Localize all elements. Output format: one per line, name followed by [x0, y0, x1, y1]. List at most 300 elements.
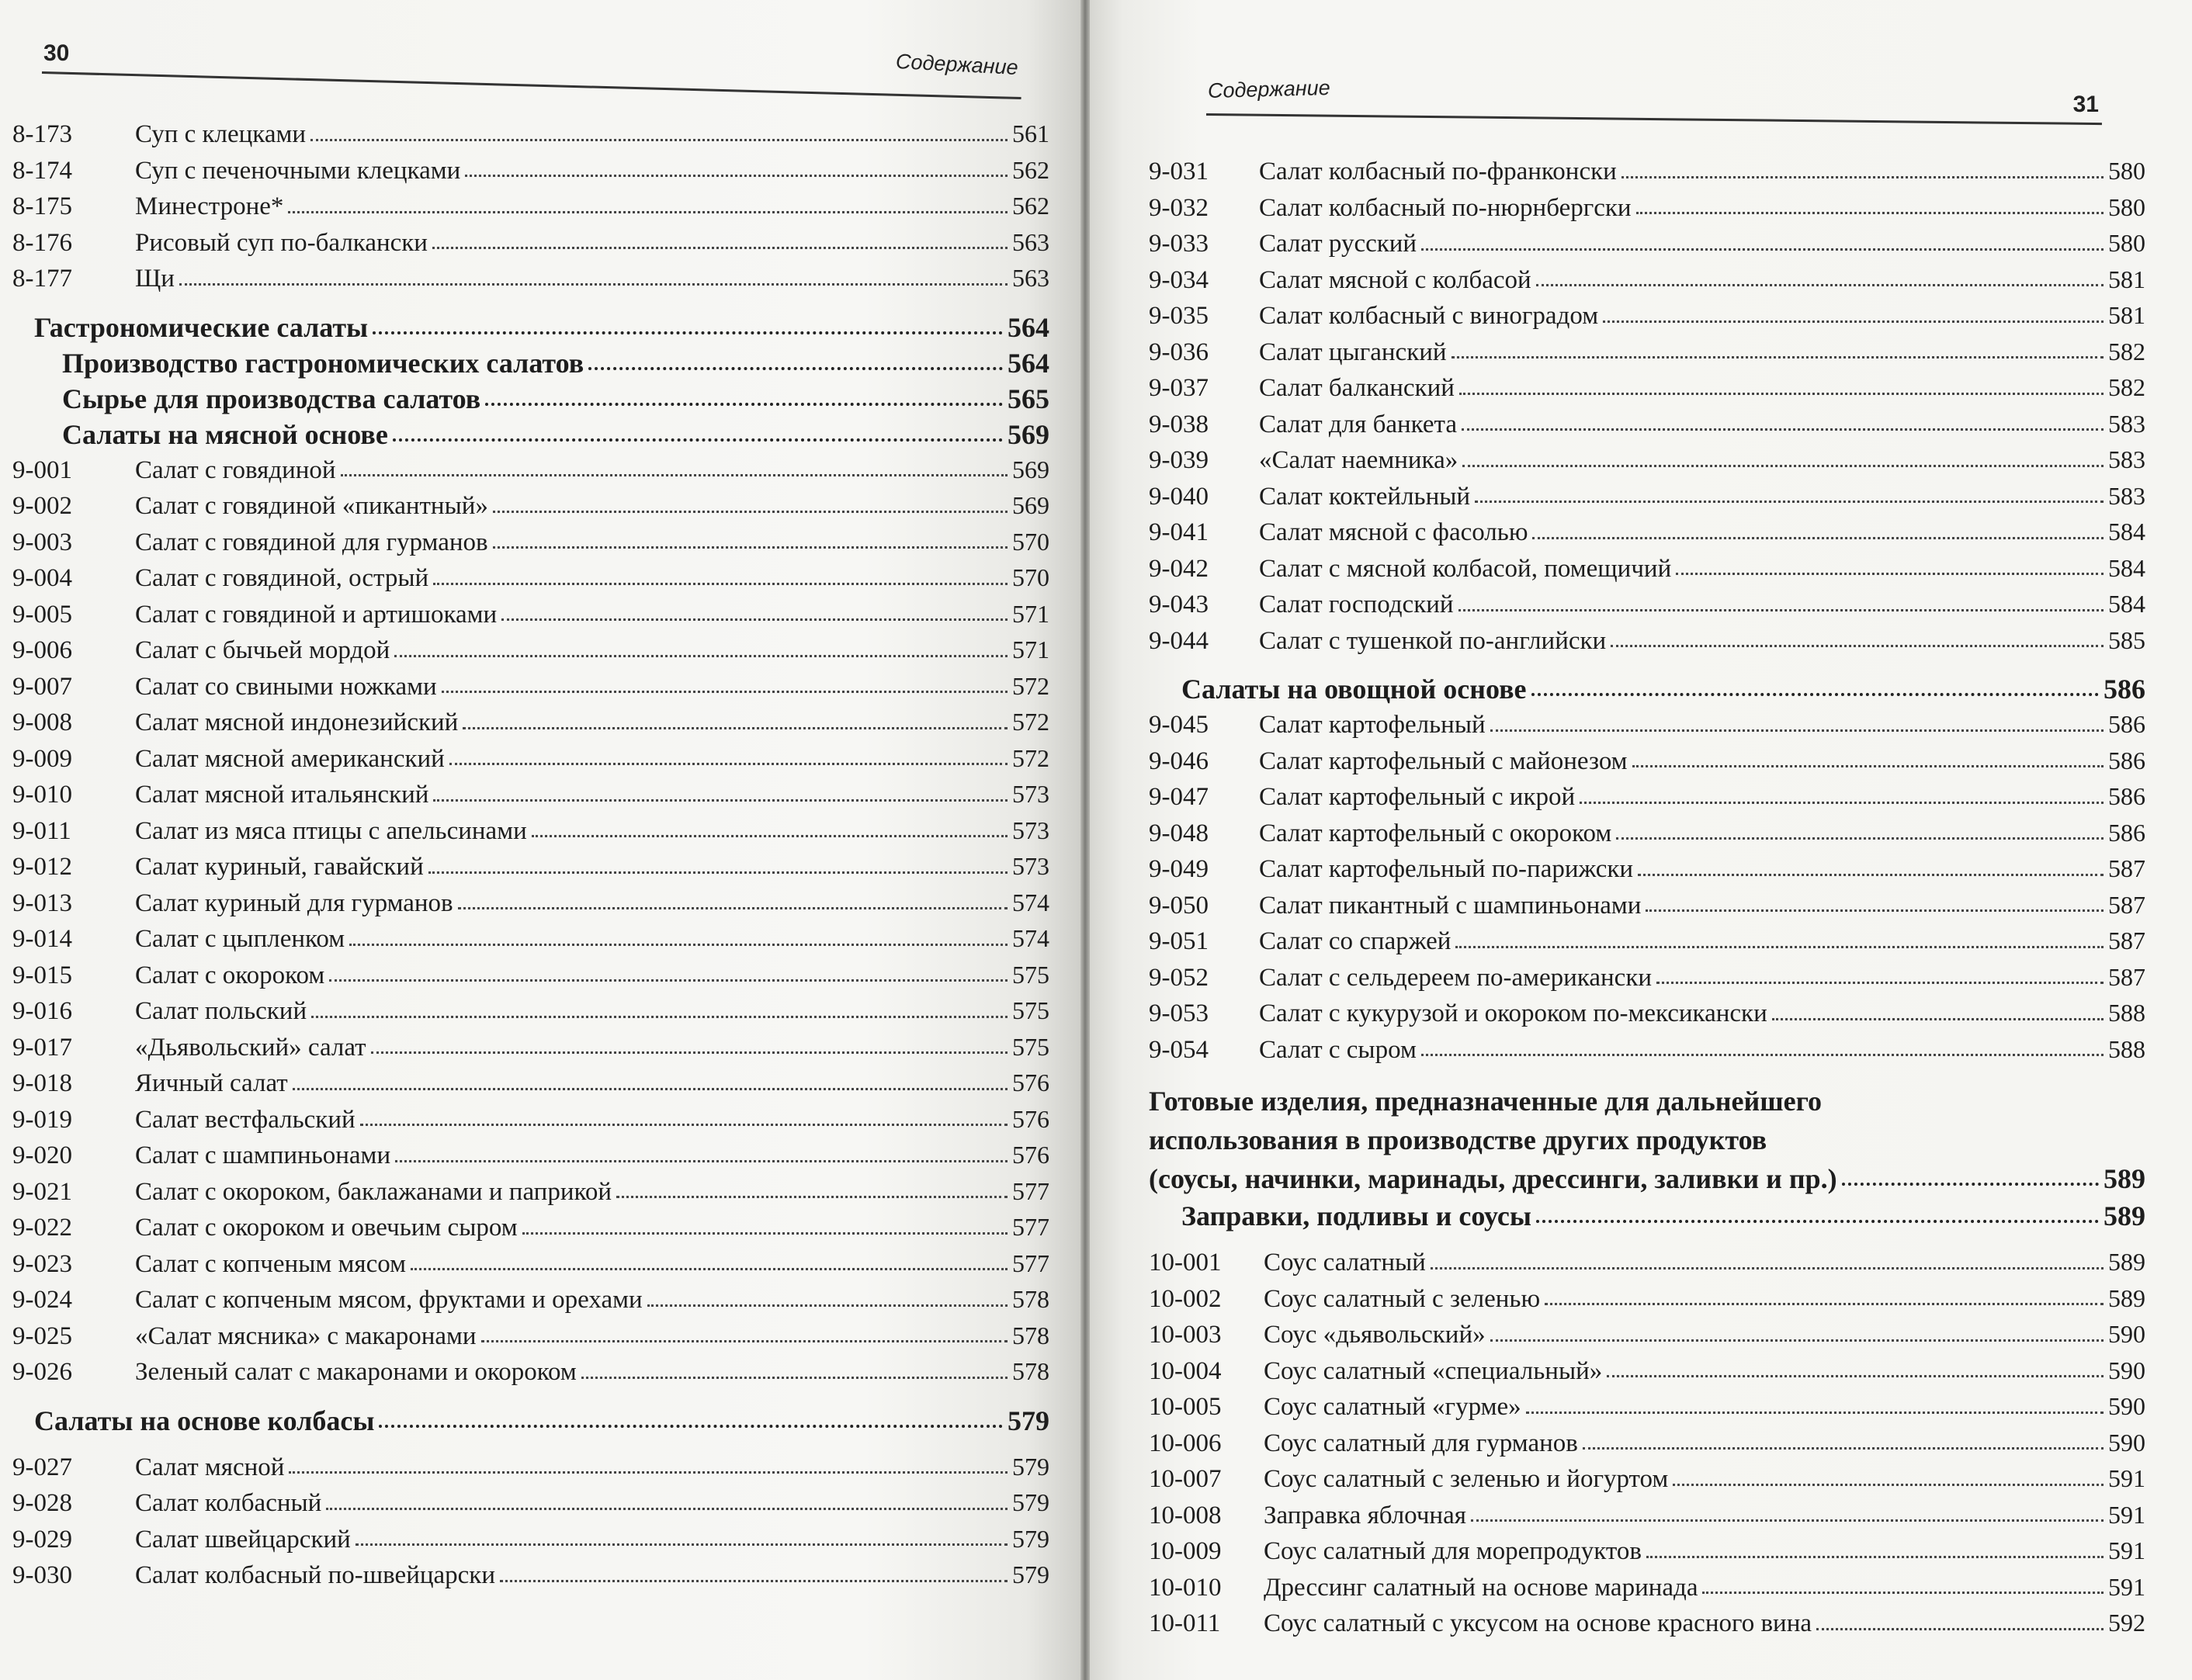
dot-leader	[1536, 1220, 2099, 1223]
dot-leader	[1632, 765, 2104, 767]
entry-title: Салат швейцарский	[135, 1525, 351, 1554]
dot-leader	[449, 763, 1008, 765]
dot-leader	[1536, 284, 2104, 286]
entry-title: Соус салатный для морепродуктов	[1264, 1537, 1642, 1565]
toc-entry	[1149, 1389, 2145, 1425]
section-title: Производство гастрономических салатов	[62, 347, 584, 379]
dot-leader	[311, 1016, 1008, 1018]
dot-leader	[356, 1543, 1008, 1546]
toc-entry	[1149, 514, 2145, 551]
recipe-code: 9-032	[1149, 193, 1209, 222]
toc-entry	[1149, 1353, 2145, 1390]
entry-title: Салат картофельный с майонезом	[1259, 746, 1628, 775]
entry-title: Салат мясной с фасолью	[1259, 518, 1528, 546]
dot-leader	[1702, 1592, 2104, 1594]
dot-leader	[485, 403, 1003, 406]
recipe-code: 8-176	[12, 228, 72, 257]
dot-leader	[326, 1508, 1008, 1510]
recipe-code: 9-031	[1149, 158, 1209, 185]
toc-entry	[1149, 1498, 2145, 1534]
page-ref: 565	[1008, 383, 1049, 414]
page-ref: 578	[1012, 1285, 1049, 1313]
toc-entry	[0, 632, 1049, 669]
entry-title: Салат коктейльный	[1259, 482, 1471, 511]
dot-leader	[394, 655, 1008, 657]
toc-entry	[0, 1210, 1049, 1246]
dot-leader	[463, 727, 1008, 729]
page-ref: 590	[2108, 1428, 2145, 1457]
dot-leader	[588, 367, 1003, 370]
dot-leader	[379, 1425, 1003, 1428]
recipe-code: 9-026	[12, 1358, 72, 1386]
toc-entry	[0, 921, 1049, 958]
page-ref: 588	[2108, 1034, 2145, 1063]
toc-entry	[0, 1282, 1049, 1318]
toc-entry	[0, 189, 1049, 225]
entry-title: Салат цыганский	[1259, 338, 1447, 366]
recipe-code: 8-173	[12, 120, 72, 148]
recipe-code: 9-045	[1149, 711, 1209, 739]
recipe-code: 9-004	[12, 564, 72, 592]
toc-entry	[1149, 370, 2145, 407]
toc-entry	[1149, 1245, 2145, 1281]
recipe-code: 9-039	[1149, 446, 1209, 474]
dot-leader	[1646, 909, 2104, 912]
page-ref: 582	[2108, 373, 2145, 401]
dot-leader	[428, 871, 1008, 874]
entry-title: Салат колбасный по-франконски	[1259, 158, 1617, 185]
toc-entry	[1149, 551, 2145, 587]
recipe-code: 9-016	[12, 997, 72, 1025]
recipe-code: 9-006	[12, 636, 72, 664]
recipe-code: 9-014	[12, 925, 72, 953]
toc-entry	[1149, 1606, 2145, 1642]
entry-title: Салат колбасный с виноградом	[1259, 302, 1599, 330]
dot-leader	[442, 691, 1008, 693]
dot-leader	[522, 1232, 1008, 1235]
dot-leader	[1646, 1556, 2104, 1558]
dot-leader	[1475, 501, 2104, 503]
page-ref: 563	[1012, 264, 1049, 292]
toc-list	[0, 85, 1049, 1594]
entry-title: Салат с говядиной	[135, 456, 336, 484]
page-ref: 563	[1012, 227, 1049, 256]
section-title: Салаты на мясной основе	[62, 418, 388, 450]
recipe-code: 9-041	[1149, 518, 1209, 546]
dot-leader	[1452, 356, 2104, 359]
toc-entry	[1149, 1032, 2145, 1069]
toc-entry	[1149, 479, 2145, 515]
toc-entry	[1149, 923, 2145, 960]
entry-title: Салат балканский	[1259, 374, 1455, 402]
toc-entry	[0, 452, 1049, 489]
dot-leader	[1490, 1339, 2104, 1342]
toc-entry	[1149, 1461, 2145, 1498]
page-ref: 589	[2108, 1283, 2145, 1312]
entry-title: Салат колбасный по-швейцарски	[135, 1561, 495, 1589]
subsection-heading	[1149, 1198, 2145, 1234]
dot-leader	[288, 211, 1008, 213]
dot-leader	[1673, 1484, 2104, 1486]
entry-title: «Дьявольский» салат	[135, 1033, 366, 1062]
page-ref: 579	[1012, 1488, 1049, 1516]
entry-title: Салат с мясной колбасой, помещичий	[1259, 554, 1672, 583]
entry-title: Соус салатный для гурманов	[1264, 1429, 1578, 1457]
dot-leader	[393, 438, 1003, 442]
page-ref: 570	[1012, 563, 1049, 591]
entry-title: Салат с говядиной, острый	[135, 564, 429, 592]
entry-title: Салат пикантный с шампиньонами	[1259, 891, 1642, 920]
page-number: 31	[2072, 92, 2099, 117]
dot-leader	[458, 907, 1008, 909]
dot-leader	[1616, 837, 2104, 840]
dot-leader	[360, 1124, 1008, 1126]
page-ref: 579	[1012, 1452, 1049, 1481]
page-ref: 562	[1012, 155, 1049, 184]
recipe-code: 9-027	[12, 1453, 72, 1481]
toc-entry	[0, 1102, 1049, 1138]
recipe-code: 9-040	[1149, 482, 1209, 511]
page-ref: 569	[1012, 455, 1049, 483]
subsection-heading	[1149, 671, 2145, 707]
dot-leader	[1421, 1054, 2104, 1056]
recipe-code: 9-021	[12, 1177, 72, 1206]
dot-leader	[1462, 428, 2104, 431]
dot-leader	[349, 944, 1008, 946]
page-ref: 575	[1012, 996, 1049, 1024]
page-ref: 579	[1008, 1405, 1049, 1436]
recipe-code: 9-028	[12, 1489, 72, 1517]
entry-title: Салат с говядиной «пикантный»	[135, 492, 488, 520]
page-ref: 579	[1012, 1560, 1049, 1588]
recipe-code: 9-025	[12, 1321, 72, 1350]
toc-entry	[1149, 1281, 2145, 1318]
page-ref: 586	[2108, 746, 2145, 774]
entry-title: Салат с окороком, баклажанами и паприкой	[135, 1177, 612, 1206]
recipe-code: 9-054	[1149, 1035, 1209, 1064]
recipe-code: 9-052	[1149, 963, 1209, 992]
recipe-code: 9-009	[12, 744, 72, 773]
entry-title: Салат с сыром	[1259, 1035, 1417, 1064]
dot-leader	[289, 1471, 1008, 1474]
page-ref: 590	[2108, 1392, 2145, 1420]
recipe-code: 10-007	[1149, 1465, 1222, 1493]
page-ref: 571	[1012, 636, 1049, 663]
page-ref: 573	[1012, 852, 1049, 880]
recipe-code: 10-002	[1149, 1284, 1222, 1313]
dot-leader	[581, 1377, 1008, 1379]
recipe-code: 9-037	[1149, 374, 1209, 402]
recipe-code: 9-034	[1149, 265, 1209, 294]
entry-title: Салат картофельный с икрой	[1259, 783, 1576, 811]
toc-entry	[0, 993, 1049, 1030]
entry-title: Салат колбасный по-нюрнбергски	[1259, 193, 1632, 222]
page-ref: 583	[2108, 445, 2145, 473]
recipe-code: 9-047	[1149, 783, 1209, 811]
page-ref: 589	[2104, 1200, 2145, 1231]
dot-leader	[500, 1580, 1008, 1582]
page-ref: 564	[1008, 311, 1049, 343]
entry-title: Салат мясной итальянский	[135, 781, 429, 809]
running-head-title: Содержание	[1207, 75, 1331, 103]
dot-leader	[329, 979, 1008, 982]
toc-list	[1149, 85, 2145, 1642]
page-ref: 591	[2108, 1464, 2145, 1492]
toc-entry	[0, 153, 1049, 189]
toc-entry	[0, 849, 1049, 885]
section-title-last-line	[1149, 1159, 2145, 1198]
entry-title: Салат русский	[1259, 230, 1417, 258]
entry-title: Салат с окороком	[135, 961, 325, 989]
toc-entry	[1149, 816, 2145, 852]
toc-entry	[1149, 623, 2145, 660]
dot-leader	[493, 546, 1008, 549]
dot-leader	[1526, 1412, 2104, 1414]
toc-entry	[0, 1138, 1049, 1174]
toc-entry	[0, 777, 1049, 813]
entry-title: Дрессинг салатный на основе маринада	[1264, 1573, 1698, 1602]
entry-title: Салат польский	[135, 997, 307, 1025]
entry-title: Соус салатный с зеленью и йогуртом	[1264, 1465, 1669, 1493]
recipe-code: 9-001	[12, 456, 72, 484]
recipe-code: 9-008	[12, 708, 72, 736]
entry-title: Салат с кукурузой и окороком по-мексикански	[1259, 999, 1767, 1027]
recipe-code: 9-051	[1149, 927, 1209, 955]
toc-entry	[1149, 1533, 2145, 1570]
recipe-code: 10-004	[1149, 1356, 1222, 1385]
entry-title: Салат мясной с колбасой	[1259, 265, 1531, 294]
recipe-code: 9-011	[12, 816, 71, 845]
dot-leader	[1676, 573, 2104, 575]
toc-entry	[0, 813, 1049, 850]
toc-entry	[0, 1174, 1049, 1211]
toc-entry	[1149, 1425, 2145, 1462]
dot-leader	[1842, 1183, 2099, 1186]
toc-entry	[0, 261, 1049, 297]
page-ref: 586	[2108, 710, 2145, 738]
toc-entry	[0, 1485, 1049, 1522]
page-number: 30	[43, 40, 70, 66]
recipe-code: 10-011	[1149, 1609, 1221, 1637]
dot-leader	[432, 247, 1008, 249]
entry-title: Соус салатный «гурме»	[1264, 1393, 1521, 1421]
entry-title: Салат картофельный	[1259, 711, 1486, 739]
page-ref: 583	[2108, 409, 2145, 438]
recipe-code: 9-019	[12, 1105, 72, 1134]
dot-leader	[341, 474, 1008, 476]
recipe-code: 9-015	[12, 961, 72, 989]
section-heading	[1149, 1082, 2145, 1198]
toc-entry	[1149, 707, 2145, 743]
toc-entry	[0, 1030, 1049, 1066]
toc-entry	[0, 225, 1049, 262]
section-title: Гастрономические салаты	[34, 311, 369, 343]
toc-entry	[1149, 262, 2145, 299]
dot-leader	[493, 511, 1008, 513]
toc-entry	[1149, 743, 2145, 780]
page-ref: 587	[2108, 854, 2145, 882]
page-ref: 591	[2108, 1500, 2145, 1529]
subsection-heading	[0, 345, 1049, 381]
recipe-code: 9-038	[1149, 410, 1209, 438]
page-ref: 590	[2108, 1356, 2145, 1384]
dot-leader	[1621, 176, 2104, 178]
entry-title: Яичный салат	[135, 1069, 288, 1097]
recipe-code: 9-018	[12, 1069, 72, 1097]
running-head	[0, 0, 1049, 85]
page-ref: 569	[1008, 418, 1049, 450]
page-ref: 588	[2108, 999, 2145, 1027]
entry-title: Салат куриный, гавайский	[135, 853, 424, 881]
entry-title: Салат с говядиной и артишоками	[135, 600, 498, 629]
entry-title: «Салат наемника»	[1259, 446, 1458, 474]
page-ref: 572	[1012, 671, 1049, 700]
toc-entry	[0, 1065, 1049, 1102]
entry-title: Салат с тушенкой по-английски	[1259, 626, 1607, 655]
recipe-code: 9-013	[12, 888, 72, 917]
page-ref: 584	[2108, 590, 2145, 618]
dot-leader	[1531, 693, 2099, 696]
page-ref: 586	[2108, 782, 2145, 810]
page-ref: 580	[2108, 229, 2145, 257]
toc-entry	[1149, 226, 2145, 262]
toc-entry	[1149, 190, 2145, 227]
recipe-code: 10-009	[1149, 1537, 1222, 1565]
toc-entry	[0, 116, 1049, 153]
dot-leader	[1636, 212, 2104, 214]
entry-title: Салат со спаржей	[1259, 927, 1452, 955]
page-ref: 562	[1012, 192, 1049, 220]
dot-leader	[1490, 729, 2104, 732]
page-ref: 570	[1012, 527, 1049, 556]
recipe-code: 9-005	[12, 600, 72, 629]
recipe-code: 9-029	[12, 1525, 72, 1554]
dot-leader	[481, 1340, 1008, 1342]
entry-title: Салат для банкета	[1259, 410, 1457, 438]
entry-title: Салат вестфальский	[135, 1105, 356, 1134]
page-ref: 587	[2108, 962, 2145, 991]
page-ref: 589	[2104, 1163, 2145, 1194]
page-ref: 569	[1012, 491, 1049, 519]
entry-title: Соус салатный с уксусом на основе красного вина	[1264, 1609, 1812, 1637]
recipe-code: 9-042	[1149, 554, 1209, 583]
toc-entry	[1149, 779, 2145, 816]
toc-entry	[0, 560, 1049, 597]
toc-entry	[0, 1318, 1049, 1355]
recipe-code: 9-022	[12, 1214, 72, 1242]
subsection-heading	[0, 417, 1049, 452]
toc-entry	[0, 1522, 1049, 1558]
page-ref: 564	[1008, 347, 1049, 379]
recipe-code: 9-003	[12, 528, 72, 556]
page-ref: 582	[2108, 337, 2145, 365]
entry-title: Салат с шампиньонами	[135, 1141, 391, 1169]
dot-leader	[395, 1160, 1008, 1162]
entry-title: Соус «дьявольский»	[1264, 1321, 1486, 1349]
section-title-line: использования в производстве других продуктов	[1149, 1124, 1767, 1155]
page-ref: 583	[2108, 481, 2145, 510]
book-gutter	[1080, 0, 1090, 1680]
section-title-line: Готовые изделия, предназначенные для дальнейшего	[1149, 1086, 1823, 1117]
recipe-code: 9-033	[1149, 230, 1209, 258]
entry-title: Салат мясной индонезийский	[135, 708, 459, 736]
entry-title: «Салат мясника» с макаронами	[135, 1321, 477, 1350]
dot-leader	[433, 583, 1008, 585]
toc-entry	[0, 669, 1049, 705]
section-title: Сырье для производства салатов	[62, 383, 481, 414]
page-ref: 591	[2108, 1572, 2145, 1601]
page-ref: 584	[2108, 553, 2145, 582]
entry-title: Салат мясной	[135, 1453, 285, 1481]
toc-entry	[0, 958, 1049, 994]
entry-title: Салат с копченым мясом	[135, 1249, 406, 1278]
page-ref: 581	[2108, 301, 2145, 329]
recipe-code: 8-177	[12, 265, 72, 293]
recipe-code: 9-010	[12, 781, 72, 809]
dot-leader	[1458, 609, 2104, 611]
entry-title: Минестроне*	[135, 192, 284, 220]
recipe-code: 10-008	[1149, 1501, 1222, 1529]
page-ref: 561	[1012, 120, 1049, 147]
dot-leader	[1656, 982, 2104, 984]
entry-title: Салат с бычьей мордой	[135, 636, 390, 664]
page-ref: 576	[1012, 1104, 1049, 1133]
dot-leader	[1580, 802, 2104, 804]
entry-title: Салат мясной американский	[135, 744, 445, 773]
recipe-code: 9-043	[1149, 591, 1209, 618]
entry-title: Салат из мяса птицы с апельсинами	[135, 816, 527, 845]
recipe-code: 9-035	[1149, 302, 1209, 330]
dot-leader	[433, 799, 1008, 802]
toc-entry	[0, 741, 1049, 778]
section-heading	[0, 310, 1049, 345]
recipe-code: 9-050	[1149, 891, 1209, 920]
section-title-line: (соусы, начинки, маринады, дрессинги, заливки и пр.)	[1149, 1163, 1837, 1194]
page-ref: 581	[2108, 265, 2145, 293]
page-ref: 589	[2108, 1248, 2145, 1276]
page-ref: 587	[2108, 927, 2145, 954]
toc-entry	[1149, 1570, 2145, 1606]
dot-leader	[411, 1268, 1008, 1270]
page-ref: 574	[1012, 924, 1049, 952]
entry-title: Салат картофельный с окороком	[1259, 819, 1612, 847]
toc-entry	[0, 597, 1049, 633]
page-ref: 573	[1012, 780, 1049, 808]
page-ref: 575	[1012, 1032, 1049, 1061]
dot-leader	[1638, 874, 2104, 876]
dot-leader	[371, 1051, 1008, 1054]
toc-entry	[1149, 298, 2145, 334]
recipe-code: 9-002	[12, 492, 72, 520]
dot-leader	[310, 139, 1008, 141]
toc-entry	[1149, 442, 2145, 479]
left-page	[0, 0, 1080, 1680]
entry-title: Соус салатный	[1264, 1249, 1426, 1276]
page-ref: 575	[1012, 960, 1049, 989]
section-heading	[0, 1403, 1049, 1439]
entry-title: Салат с цыпленком	[135, 925, 345, 953]
section-title: Салаты на овощной основе	[1181, 674, 1527, 705]
page-ref: 586	[2104, 674, 2145, 705]
entry-title: Соус салатный «специальный»	[1264, 1356, 1603, 1385]
section-title: Салаты на основе колбасы	[34, 1405, 375, 1436]
entry-title: Салат куриный для гурманов	[135, 888, 453, 917]
entry-title: Салат с окороком и овечьим сыром	[135, 1214, 518, 1242]
recipe-code: 10-005	[1149, 1393, 1222, 1421]
recipe-code: 9-024	[12, 1286, 72, 1314]
dot-leader	[465, 175, 1008, 177]
page-ref: 571	[1012, 599, 1049, 628]
